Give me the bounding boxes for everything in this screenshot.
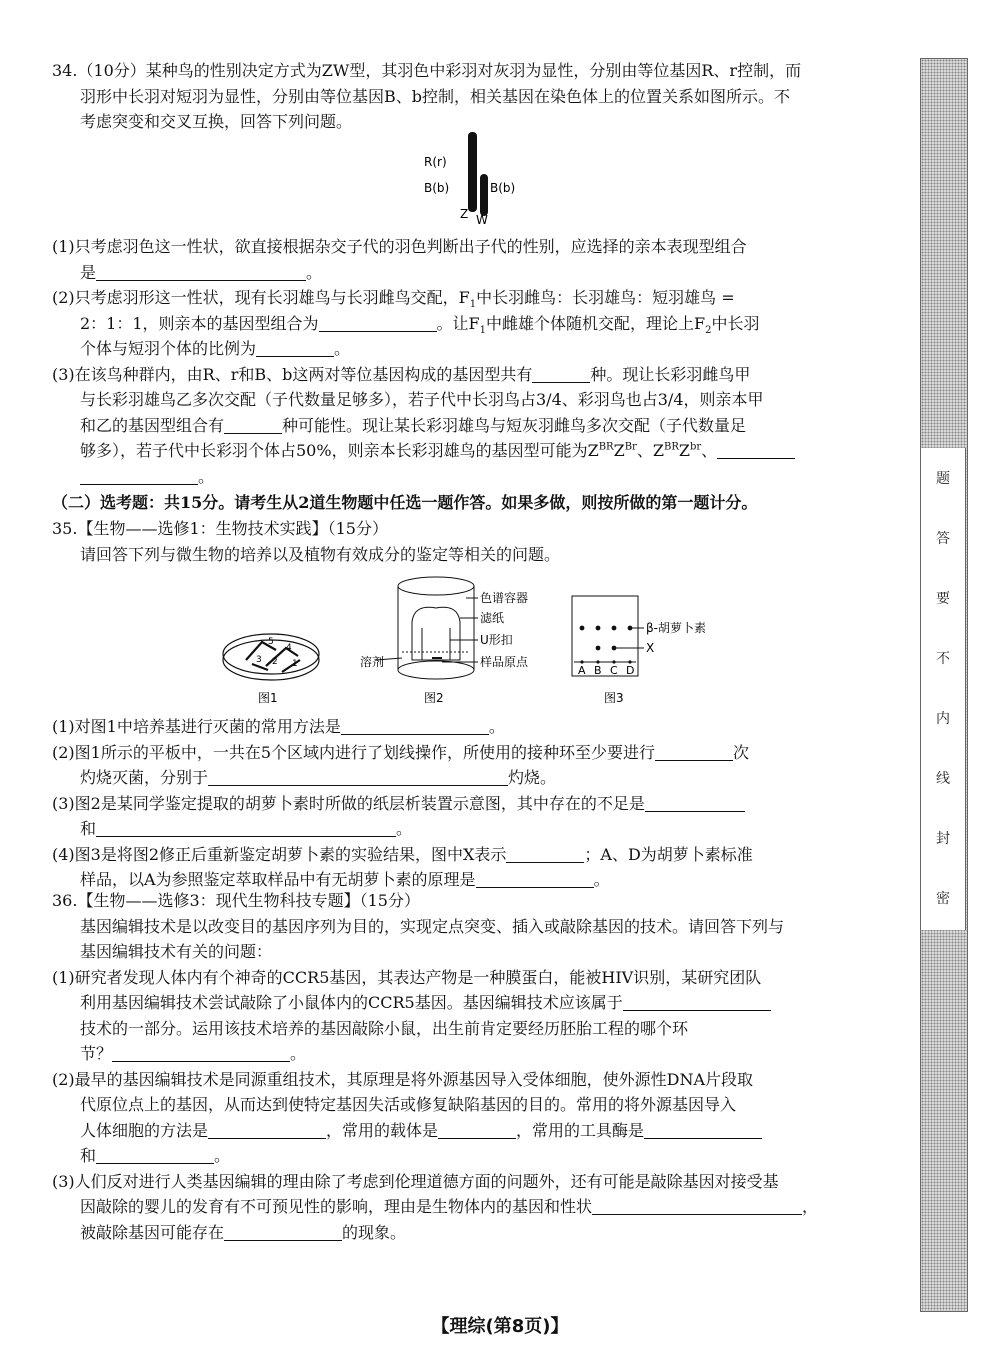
answer-blank[interactable] <box>644 1122 762 1139</box>
z-chromosome <box>468 132 477 212</box>
figure-2-chromatography <box>356 574 546 710</box>
answer-blank[interactable] <box>224 417 282 434</box>
svg-text:X: X <box>646 641 655 655</box>
label-r-gene: R(r) <box>424 155 447 169</box>
svg-text:样品原点: 样品原点 <box>480 655 529 669</box>
svg-text:U形扣: U形扣 <box>480 633 513 647</box>
svg-text:溶剂: 溶剂 <box>360 655 385 669</box>
answer-blank[interactable] <box>592 1198 802 1215</box>
label-b-gene-w: B(b) <box>490 181 516 195</box>
svg-text:D: D <box>626 664 635 677</box>
svg-text:B: B <box>594 664 602 677</box>
question-35 <box>52 516 872 567</box>
answer-blank[interactable] <box>96 264 306 281</box>
svg-text:色谱容器: 色谱容器 <box>480 591 529 605</box>
answer-blank[interactable] <box>96 1147 214 1164</box>
label-w: W <box>476 213 488 227</box>
answer-blank[interactable] <box>208 1122 326 1139</box>
q34-intro-line-3: 考虑突变和交叉互换，回答下列问题。 <box>80 112 353 131</box>
answer-blank[interactable] <box>645 795 745 812</box>
answer-blank[interactable] <box>341 718 489 735</box>
q35-sub-3: (3)图2是某同学鉴定提取的胡萝卜素时所做的纸层析装置示意图，其中存在的不足是 和 。 <box>52 791 872 842</box>
q34-sub-3: (3)在该鸟种群内，由R、r和B、b这两对等位基因构成的基因型共有 种。现让长彩羽雌鸟甲 与长彩羽雄鸟乙多次交配（子代数量足够多），若子代中长羽鸟占3/4、彩羽鸟也占3/4，则亲本甲 和乙的基因型组合有 种可能性。现让某长彩羽雄鸟与短灰羽雌鸟多次交配（子代数量足 够多），若子代中长彩羽个体占50%，则亲本长彩羽雄鸟的基因型可能为$Z^{BR}Z^{Br}$、$Z^{BR}Z^{br}$、 。 <box>52 362 872 490</box>
answer-blank[interactable] <box>208 769 508 786</box>
answer-blank[interactable] <box>623 994 771 1011</box>
svg-text:1: 1 <box>292 659 298 669</box>
answer-blank[interactable] <box>532 366 590 383</box>
answer-blank[interactable] <box>80 468 198 485</box>
svg-text:2: 2 <box>272 657 278 667</box>
figure-1-petri-dish <box>216 620 326 710</box>
section-2-header: （二）选考题：共15分。请考生从2道生物题中任选一题作答。如果多做，则按所做的第一题计分。 <box>52 493 758 512</box>
answer-blank[interactable] <box>717 442 795 459</box>
label-b-gene-z: B(b) <box>424 181 450 195</box>
answer-blank[interactable] <box>476 871 594 888</box>
answer-blank[interactable] <box>256 340 334 357</box>
q34-intro-line-2: 羽形中长羽对短羽为显性，分别由等位基因B、b控制，相关基因在染色体上的位置关系如图所示。不 <box>80 86 791 106</box>
page-footer: 【理综(第8页)】 <box>431 1316 569 1337</box>
q36-intro-2: 基因编辑技术有关的问题： <box>80 942 273 961</box>
svg-text:5: 5 <box>268 637 274 647</box>
q36-sub-1: (1)研究者发现人体内有个神奇的CCR5基因，其表达产物是一种膜蛋白，能被HIV识别，某研究团队 利用基因编辑技术尝试敲除了小鼠体内的CCR5基因。基因编辑技术应该属于 技术的一部分。运用该技术培养的基因敲除小鼠，出生前肯定要经历胚胎工程的哪个环 节？ 。 <box>52 965 872 1067</box>
figure-3-caption: 图3 <box>604 691 624 705</box>
q36-intro-1: 基因编辑技术是以改变目的基因序列为目的，实现定点突变、插入或敲除基因的技术。请回答下列与 <box>80 916 785 936</box>
svg-text:β-胡萝卜素: β-胡萝卜素 <box>646 621 706 635</box>
svg-text:4: 4 <box>286 643 292 653</box>
svg-text:A: A <box>578 664 586 677</box>
figure-3-chromatogram <box>566 594 746 710</box>
svg-text:3: 3 <box>256 655 262 665</box>
question-36 <box>52 888 872 1245</box>
q34-sub-2: (2)只考虑羽形这一性状，现有长羽雄鸟与长羽雌鸟交配，$F_1$中长羽雌鸟：长羽雄鸟：短羽雄鸟 = 2：1：1，则亲本的基因型组合为 。让$F_1$中雌雄个体随机交配，理论上$F_2$中长羽 个体与短羽个体的比例为 。 <box>52 288 760 358</box>
q36-sub-2: (2)最早的基因编辑技术是同源重组技术，其原理是将外源基因导入受体细胞，使外源性DNA片段取 代原位点上的基因，从而达到使特定基因失活或修复缺陷基因的目的。常用的将外源基因导入 人体细胞的方法是 ，常用的载体是 ，常用的工具酶是 和 。 <box>52 1067 872 1169</box>
figure-1-caption: 图1 <box>258 691 278 705</box>
q34-subquestions <box>52 234 872 489</box>
q34-intro-line-1: 34.（10分）某种鸟的性别决定方式为ZW型，其羽色中彩羽对灰羽为显性，分别由等位基因R、r控制，而 <box>52 61 802 80</box>
answer-blank[interactable] <box>506 846 584 863</box>
chromosome-figure <box>410 128 540 228</box>
q35-title: 35.【生物——选修1：生物技术实践】（15分） <box>52 519 388 538</box>
svg-text:C: C <box>610 664 618 677</box>
label-z: Z <box>460 207 469 221</box>
figure-2-caption: 图2 <box>424 691 444 705</box>
seal-line-text: 题 答 要 不 内 线 封 密 <box>920 448 966 930</box>
q35-subquestions <box>52 714 872 893</box>
answer-blank[interactable] <box>224 1224 342 1241</box>
q35-sub-4: (4)图3是将图2修正后重新鉴定胡萝卜素的实验结果，图中X表示 ；A、D为胡萝卜素标准 样品，以A为参照鉴定萃取样品中有无胡萝卜素的原理是 。 <box>52 844 753 889</box>
answer-blank[interactable] <box>96 820 396 837</box>
answer-blank[interactable] <box>112 1045 290 1062</box>
answer-blank[interactable] <box>319 315 437 332</box>
q36-title: 36.【生物——选修3：现代生物科技专题】（15分） <box>52 891 420 910</box>
q36-sub-3: (3)人们反对进行人类基因编辑的理由除了考虑到伦理道德方面的问题外，还有可能是敲除基因对接受基 因敲除的婴儿的发育有不可预见性的影响，理由是生物体内的基因和性状 ， 被敲除基因可能存在 的现象。 <box>52 1171 819 1242</box>
q34-sub-1: (1)只考虑羽色这一性状，欲直接根据杂交子代的羽色判断出子代的性别，应选择的亲本表现型组合 是 。 <box>52 237 747 282</box>
answer-blank[interactable] <box>655 744 733 761</box>
q35-sub-1: (1)对图1中培养基进行灭菌的常用方法是 。 <box>52 717 505 736</box>
answer-blank[interactable] <box>438 1122 516 1139</box>
q35-intro: 请回答下列与微生物的培养以及植物有效成分的鉴定等相关的问题。 <box>80 544 561 564</box>
question-34 <box>52 58 872 135</box>
svg-text:滤纸: 滤纸 <box>480 611 505 625</box>
w-chromosome <box>480 174 488 216</box>
q35-sub-2: (2)图1所示的平板中，一共在5个区域内进行了划线操作，所使用的接种环至少要进行 次 灼烧灭菌，分别于 灼烧。 <box>52 742 750 787</box>
